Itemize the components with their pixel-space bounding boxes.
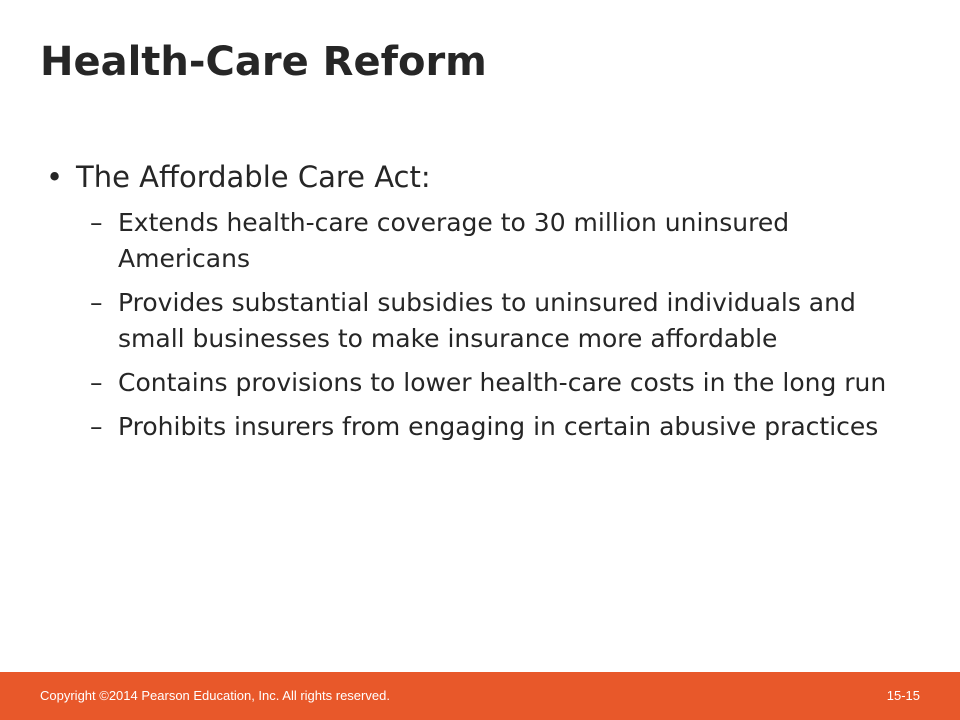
slide-content: [44, 155, 924, 453]
sub-bullet-item: [90, 205, 924, 277]
sub-bullet-item: [90, 365, 924, 401]
sub-bullet-marker: –: [90, 288, 103, 317]
sub-bullet-text: Contains provisions to lower health-care costs in the long run: [118, 368, 887, 397]
slide-title: Health-Care Reform: [40, 39, 487, 85]
sub-bullet-marker: –: [90, 412, 103, 441]
bullet-text: The Affordable Care Act:: [76, 160, 431, 194]
sub-bullet-text: Provides substantial subsidies to uninsured individuals and small businesses to make insurance more affordable: [118, 288, 856, 353]
sub-bullet-text: Prohibits insurers from engaging in certain abusive practices: [118, 412, 879, 441]
sub-bullet-marker: –: [90, 368, 103, 397]
bullet-item: [44, 155, 924, 199]
page-number: 15-15: [886, 688, 920, 703]
sub-bullet-marker: –: [90, 208, 103, 237]
sub-bullet-list: [44, 205, 924, 445]
sub-bullet-item: [90, 409, 924, 445]
bullet-marker: •: [46, 160, 64, 194]
sub-bullet-item: [90, 285, 924, 357]
copyright-notice: Copyright ©2014 Pearson Education, Inc. All rights reserved.: [40, 688, 390, 703]
sub-bullet-text: Extends health-care coverage to 30 million uninsured Americans: [118, 208, 790, 273]
footer-bar: [0, 672, 960, 720]
